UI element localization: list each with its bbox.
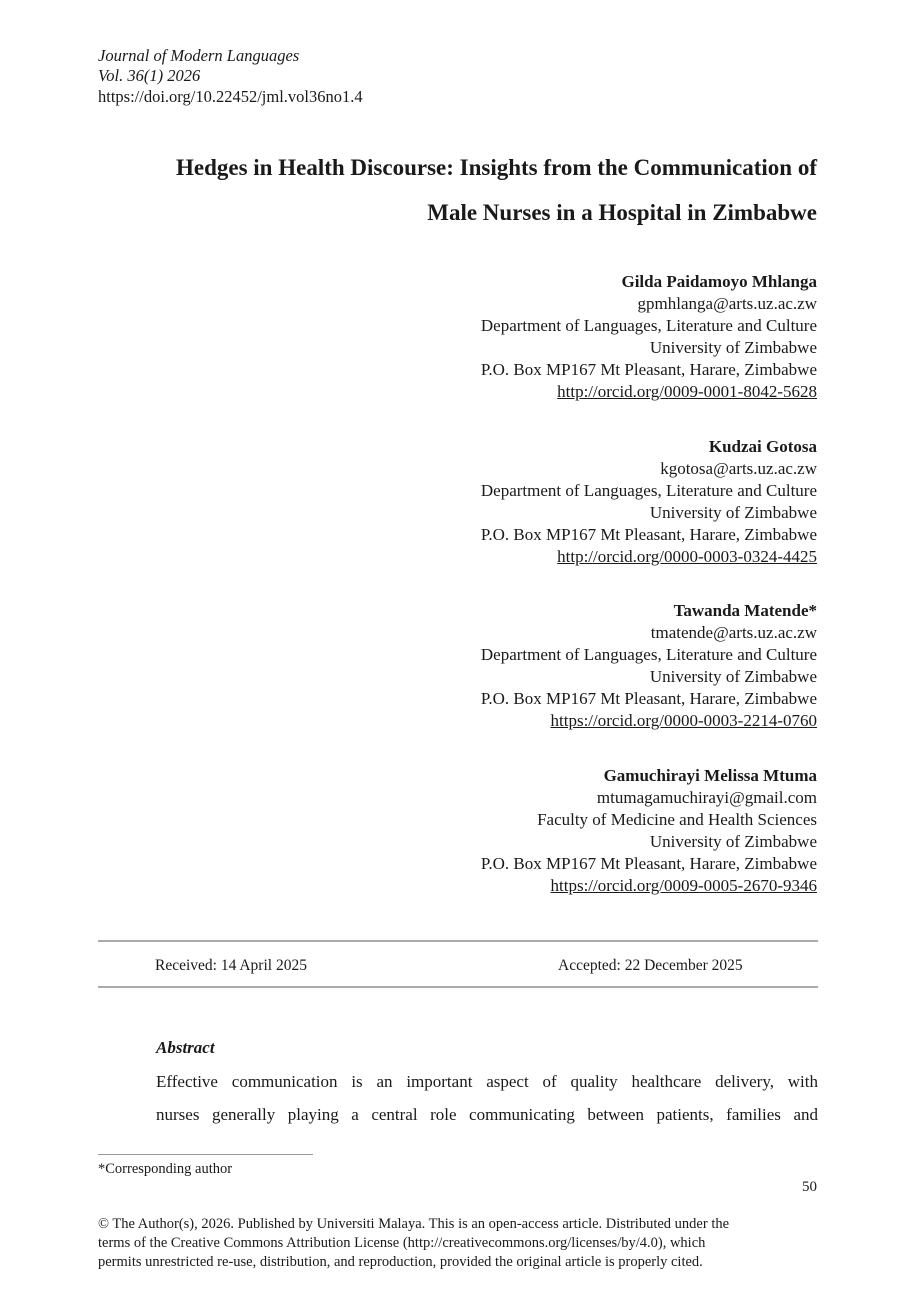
license-line-1: © The Author(s), 2026. Published by Universiti Malaya. This is an open-access article. Distributed under the [98,1216,730,1232]
journal-doi-link[interactable]: https://doi.org/10.22452/jml.vol36no1.4 [98,87,363,106]
abstract-line-2: nurses generally playing a central role communicating between patients, families and [156,1105,818,1124]
license-line-2: terms of the Creative Commons Attribution License (http://creativecommons.org/licenses/by/4.0), which [98,1235,706,1251]
journal-volume: Vol. 36(1) 2026 [98,66,201,85]
author-block [217,600,817,732]
author-department: Department of Languages, Literature and Culture [480,316,817,335]
author-department: Department of Languages, Literature and Culture [480,645,817,664]
author-block [217,271,817,403]
author-name: Kudzai Gotosa [708,437,817,456]
corresponding-author-note: *Corresponding author [98,1161,233,1177]
author-name: Gamuchirayi Melissa Mtuma [603,766,817,785]
journal-name: Journal of Modern Languages [98,46,300,65]
received-date: Received: 14 April 2025 [155,957,307,974]
author-email[interactable]: mtumagamuchirayi@gmail.com [596,788,817,807]
author-orcid-link[interactable]: https://orcid.org/0009-0005-2670-9346 [550,876,817,895]
article-title-line-1: Hedges in Health Discourse: Insights from the Communication of [175,155,817,180]
divider-top [98,940,818,942]
author-university: University of Zimbabwe [649,338,817,357]
author-address: P.O. Box MP167 Mt Pleasant, Harare, Zimbabwe [480,360,817,379]
author-block [217,436,817,568]
author-email[interactable]: gpmhlanga@arts.uz.ac.zw [637,294,817,313]
author-university: University of Zimbabwe [649,503,817,522]
footnote-divider [98,1154,313,1155]
author-department: Faculty of Medicine and Health Sciences [537,810,817,829]
author-block [217,765,817,897]
page-number: 50 [802,1179,817,1195]
author-email[interactable]: kgotosa@arts.uz.ac.zw [660,459,817,478]
author-university: University of Zimbabwe [649,667,817,686]
author-orcid-link[interactable]: http://orcid.org/0009-0001-8042-5628 [557,382,817,401]
accepted-date: Accepted: 22 December 2025 [558,957,743,974]
license-line-3: permits unrestricted re-use, distribution, and reproduction, provided the original article is properly cited. [98,1254,703,1270]
article-title-line-2: Male Nurses in a Hospital in Zimbabwe [427,200,817,225]
article-title [77,145,817,235]
divider-bottom [98,986,818,988]
abstract-text [156,1065,818,1131]
author-department: Department of Languages, Literature and Culture [480,481,817,500]
author-orcid-link[interactable]: http://orcid.org/0000-0003-0324-4425 [557,547,817,566]
author-address: P.O. Box MP167 Mt Pleasant, Harare, Zimbabwe [480,689,817,708]
author-university: University of Zimbabwe [649,832,817,851]
abstract-line-1: Effective communication is an important aspect of quality healthcare delivery, with [156,1072,818,1091]
author-address: P.O. Box MP167 Mt Pleasant, Harare, Zimbabwe [480,525,817,544]
author-address: P.O. Box MP167 Mt Pleasant, Harare, Zimbabwe [480,854,817,873]
author-orcid-link[interactable]: https://orcid.org/0000-0003-2214-0760 [550,711,817,730]
abstract-heading: Abstract [156,1038,215,1057]
author-name: Gilda Paidamoyo Mhlanga [621,272,817,291]
author-email[interactable]: tmatende@arts.uz.ac.zw [650,623,817,642]
license-notice [98,1215,818,1272]
author-name: Tawanda Matende* [673,601,817,620]
